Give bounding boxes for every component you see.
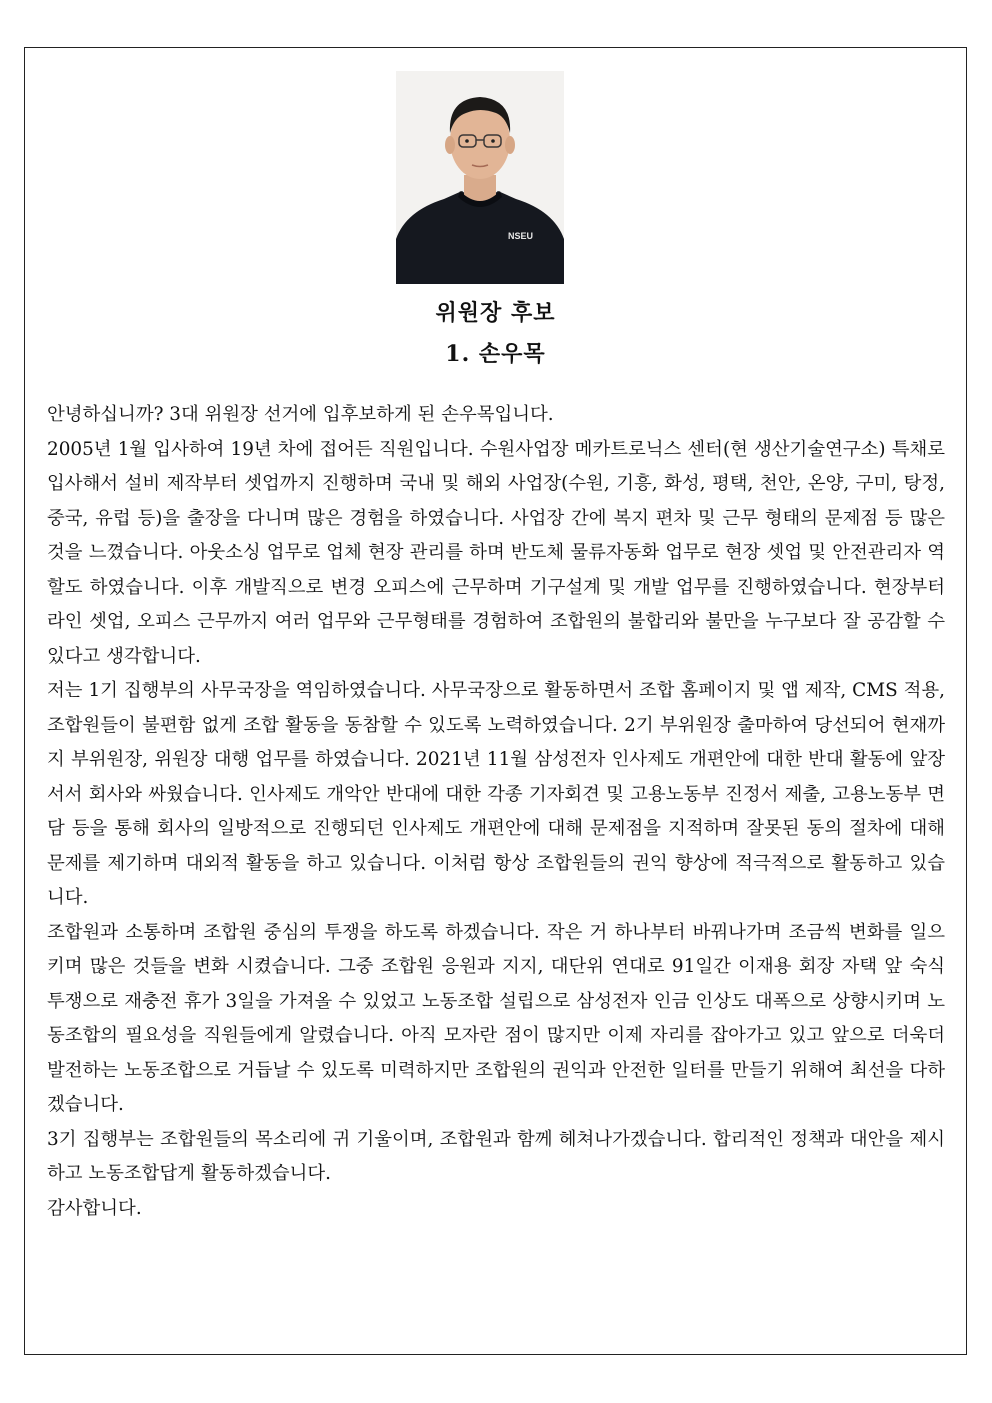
statement-paragraph: 2005년 1월 입사하여 19년 차에 접어든 직원입니다. 수원사업장 메카트로닉스 센터(현 생산기술연구소) 특채로 입사해서 설비 제작부터 셋업까지 진행하며 국내 및 해외 사업장(수원, 기흥, 화성, 평택, 천안, 온양, 구미, 탕정, 중국, 유럽 등)을 출장을 다니며 많은 경험을 하였습니다. 사업장 간에 복지 편차 및 근무 형태의 문제점 등 많은 것을 느꼈습니다. 아웃소싱 업무로 업체 현장 관리를 하며 반도체 물류자동화 업무로 현장 셋업 및 안전관리자 역할도 하였습니다. 이후 개발직으로 변경 오피스에 근무하며 기구설계 및 개발 업무를 진행하였습니다. 현장부터 라인 셋업, 오피스 근무까지 여러 업무와 근무형태를 경험하여 조합원의 불합리와 불만을 누구보다 잘 공감할 수 있다고 생각합니다.: [47, 438, 945, 667]
statement-paragraph: 3기 집행부는 조합원들의 목소리에 귀 기울이며, 조합원과 함께 헤쳐나가겠습니다. 합리적인 정책과 대안을 제시하고 노동조합답게 활동하겠습니다.: [47, 1128, 945, 1184]
statement-paragraph: 조합원과 소통하며 조합원 중심의 투쟁을 하도록 하겠습니다. 작은 거 하나부터 바꿔나가며 조금씩 변화를 일으키며 많은 것들을 변화 시켰습니다. 그중 조합원 응원과 지지, 대단위 연대로 91일간 이재용 회장 자택 앞 숙식 투쟁으로 재충전 휴가 3일을 가져올 수 있었고 노동조합 설립으로 삼성전자 인금 인상도 대폭으로 상향시키며 노동조합의 필요성을 직원들에게 알렸습니다. 아직 모자란 점이 많지만 이제 자리를 잡아가고 있고 앞으로 더욱더 발전하는 노동조합으로 거듭날 수 있도록 미력하지만 조합원의 권익과 안전한 일터를 만들기 위해여 최선을 다하겠습니다.: [47, 921, 945, 1115]
statement-body: [47, 398, 945, 1226]
shirt-logo-text: NSEU: [508, 231, 534, 241]
statement-paragraph: 저는 1기 집행부의 사무국장을 역임하였습니다. 사무국장으로 활동하면서 조합 홈페이지 및 앱 제작, CMS 적용, 조합원들이 불편함 없게 조합 활동을 동참할 수 있도록 노력하였습니다. 2기 부위원장 출마하여 당선되어 현재까지 부위원장, 위원장 대행 업무를 하였습니다. 2021년 11월 삼성전자 인사제도 개편안에 대한 반대 활동에 앞장서서 회사와 싸웠습니다. 인사제도 개악안 반대에 대한 각종 기자회견 및 고용노동부 진정서 제출, 고용노동부 면담 등을 통해 회사의 일방적으로 진행되던 인사제도 개편안에 대해 문제점을 지적하며 잘못된 동의 절차에 대해 문제를 제기하며 대외적 활동을 하고 있습니다. 이처럼 항상 조합원들의 권익 향상에 적극적으로 활동하고 있습니다.: [47, 680, 945, 908]
candidate-photo: [396, 71, 564, 284]
statement-paragraph: 감사합니다.: [47, 1197, 142, 1219]
candidate-name: 1. 손우목: [445, 341, 546, 367]
statement-paragraph: 안녕하십니까? 3대 위원장 선거에 입후보하게 된 손우목입니다.: [47, 404, 554, 425]
candidate-role: 위원장 후보: [435, 300, 556, 326]
